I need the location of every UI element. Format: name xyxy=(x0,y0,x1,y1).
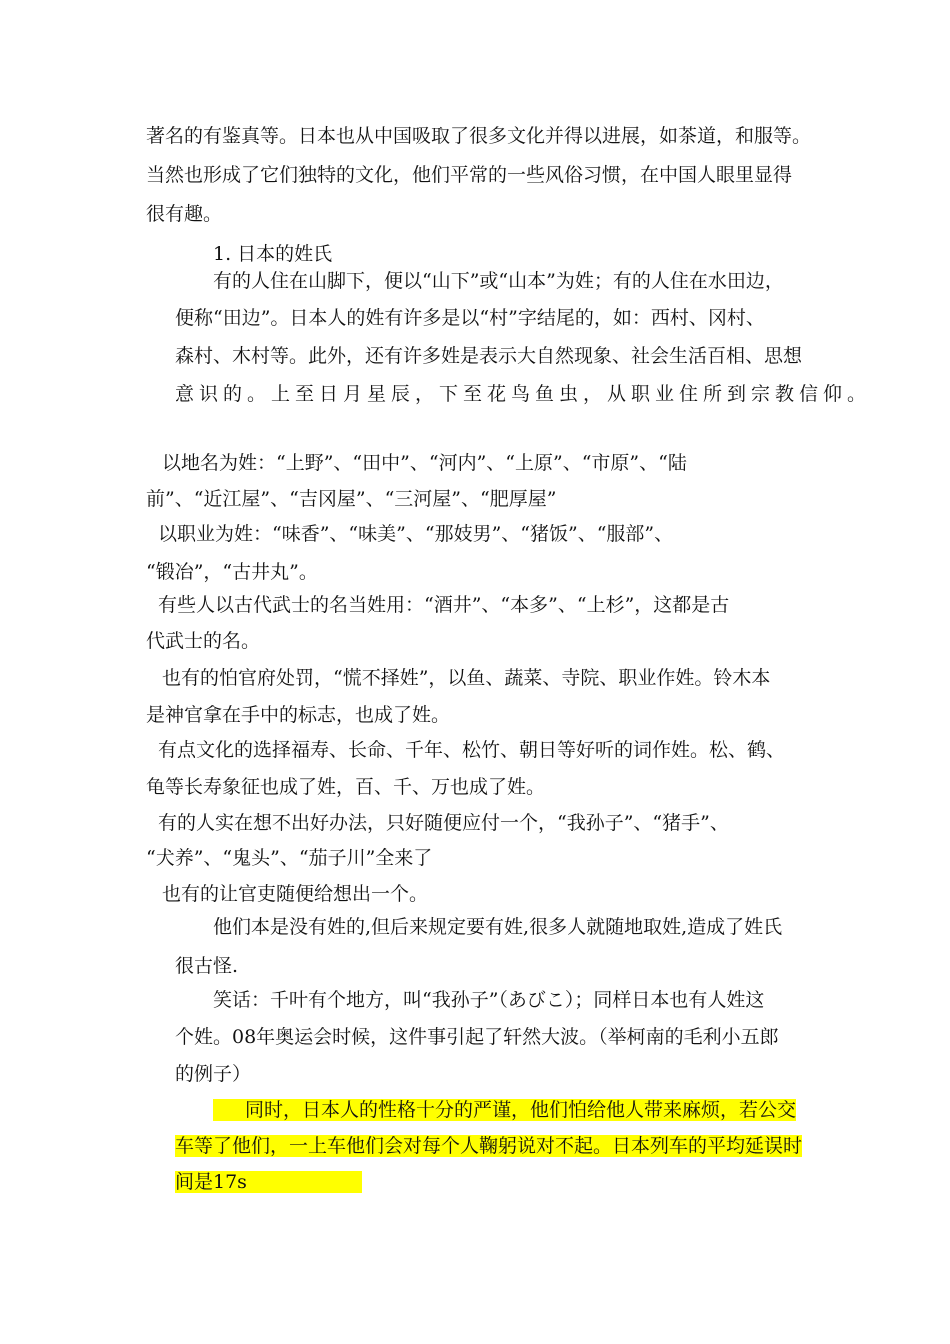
fear-line-2: 是神官拿在手中的标志，也成了姓。 xyxy=(146,704,451,726)
intro-line-2: 当然也形成了它们独特的文化，他们平常的一些风俗习惯，在中国人眼里显得 xyxy=(146,164,793,186)
random-line-2: “犬养”、“鬼头”、“茄子川”全来了 xyxy=(146,847,433,869)
culture-line-1: 有点文化的选择福寿、长命、千年、松竹、朝日等好听的词作姓。松、鹤、 xyxy=(158,739,786,761)
origin-line-2: 便称“田边”。日本人的姓有许多是以“村”字结尾的，如：西村、冈村、 xyxy=(175,307,765,329)
section-heading: 1. 日本的姓氏 xyxy=(213,243,333,265)
highlighted-text: 车等了他们，一上车他们会对每个人鞠躬说对不起。日本列车的平均延误时 xyxy=(175,1135,803,1157)
warrior-line-1: 有些人以古代武士的名当姓用：“酒井”、“本多”、“上杉”，这都是古 xyxy=(158,594,730,616)
highlight-line-3 xyxy=(175,1169,362,1195)
random-line-1: 有的人实在想不出好办法，只好随便应付一个，“我孙子”、“猪手”、 xyxy=(158,812,729,834)
place-line-1: 以地名为姓：“上野”、“田中”、“河内”、“上原”、“市原”、“陆 xyxy=(162,452,687,474)
origin-line-4: 意识的。上至日月星辰，下至花鸟鱼虫，从职业住所到宗教信仰。 xyxy=(175,383,872,405)
warrior-line-2: 代武士的名。 xyxy=(146,630,261,652)
job-line-2: “锻冶”，“古井丸”。 xyxy=(146,561,318,583)
joke-line-1: 笑话：千叶有个地方，叫“我孙子”（あびこ）；同样日本也有人姓这 xyxy=(213,989,765,1011)
highlighted-text: 间是17s xyxy=(175,1171,362,1193)
highlight-line-2 xyxy=(175,1133,802,1159)
random-line-3: 也有的让官吏随便给想出一个。 xyxy=(162,883,429,905)
rule-line-1: 他们本是没有姓的,但后来规定要有姓,很多人就随地取姓,造成了姓氏 xyxy=(213,916,783,938)
origin-line-3: 森村、木村等。此外，还有许多姓是表示大自然现象、社会生活百相、思想 xyxy=(175,345,803,367)
origin-line-1: 有的人住在山脚下，便以“山下”或“山本”为姓；有的人住在水田边， xyxy=(213,270,784,292)
joke-line-2: 个姓。08年奥运会时候，这件事引起了轩然大波。（举柯南的毛利小五郎 xyxy=(175,1026,779,1048)
culture-line-2: 龟等长寿象征也成了姓，百、千、万也成了姓。 xyxy=(146,776,546,798)
place-line-2: 前”、“近江屋”、“吉冈屋”、“三河屋”、“肥厚屋” xyxy=(146,488,557,510)
rule-line-2: 很古怪. xyxy=(175,955,239,977)
highlight-line-1 xyxy=(213,1097,796,1123)
job-line-1: 以职业为姓：“味香”、“味美”、“那妓男”、“猪饭”、“服部”、 xyxy=(158,523,674,545)
joke-line-3: 的例子） xyxy=(175,1063,252,1085)
intro-line-1: 著名的有鉴真等。日本也从中国吸取了很多文化并得以进展，如茶道，和服等。 xyxy=(146,125,812,147)
highlighted-text: 同时，日本人的性格十分的严谨，他们怕给他人带来麻烦，若公交 xyxy=(213,1099,796,1121)
fear-line-1: 也有的怕官府处罚，“慌不择姓”，以鱼、蔬菜、寺院、职业作姓。铃木本 xyxy=(162,667,771,689)
intro-line-3: 很有趣。 xyxy=(146,203,223,225)
